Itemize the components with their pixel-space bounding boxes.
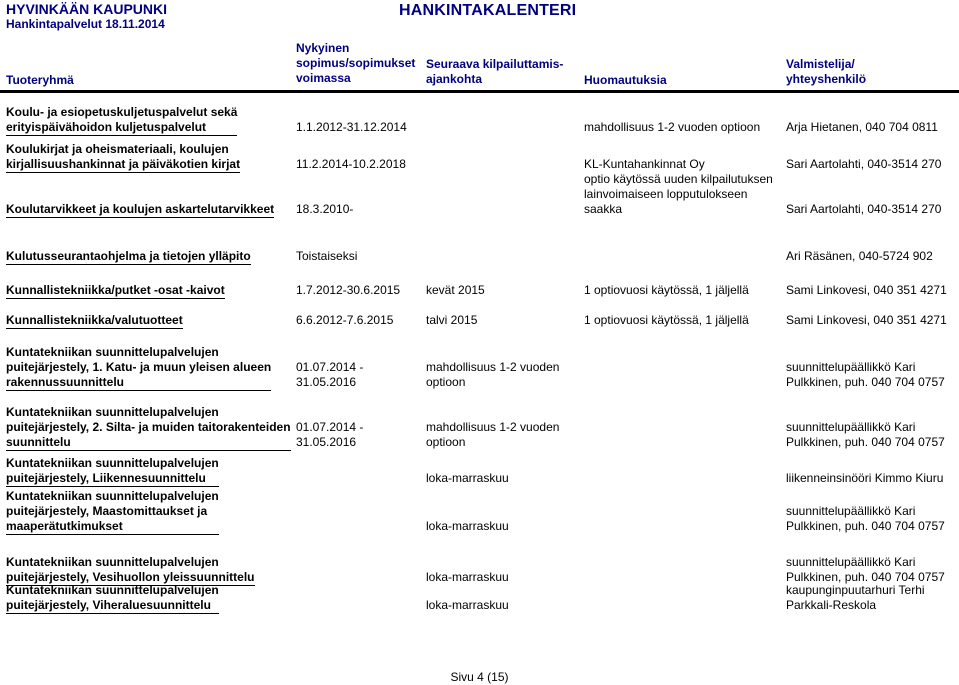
- contact-cell: kaupunginpuutarhuri Terhi Parkkali-Reskola: [786, 583, 925, 612]
- contract-cell: 11.2.2014-10.2.2018: [296, 157, 406, 171]
- contact-cell: Arja Hietanen, 040 704 0811: [786, 120, 938, 134]
- col-header-contract: Nykyinen sopimus/sopimukset voimassa: [296, 41, 416, 85]
- page-number: Sivu 4 (15): [450, 670, 509, 684]
- next-cell: talvi 2015: [426, 313, 478, 327]
- contact-cell: suunnittelupäällikkö Kari Pulkkinen, puh. 040 704 0757: [786, 555, 945, 584]
- header-subtitle: Hankintapalvelut 18.11.2014: [6, 17, 165, 31]
- notes-cell: KL-Kuntahankinnat Oy: [584, 157, 705, 171]
- group-cell: Kuntatekniikan suunnittelupalvelujen puitejärjestely, 1. Katu- ja muun yleisen alueen rakennussuunnittelu: [6, 345, 272, 389]
- next-cell: loka-marraskuu: [426, 570, 509, 584]
- contract-cell: 6.6.2012-7.6.2015: [296, 313, 394, 327]
- col-header-next: Seuraava kilpailuttamis- ajankohta: [426, 57, 564, 86]
- page-title: HANKINTAKALENTERI: [399, 2, 577, 19]
- col-header-notes: Huomautuksia: [584, 73, 667, 87]
- notes-cell: mahdollisuus 1-2 vuoden optioon: [584, 120, 761, 134]
- contract-cell: Toistaiseksi: [296, 249, 358, 263]
- contract-cell: 1.1.2012-31.12.2014: [296, 120, 407, 134]
- contact-cell: suunnittelupäällikkö Kari Pulkkinen, puh. 040 704 0757: [786, 420, 945, 449]
- contact-cell: suunnittelupäällikkö Kari Pulkkinen, puh. 040 704 0757: [786, 360, 945, 389]
- contact-cell: Sami Linkovesi, 040 351 4271: [786, 313, 947, 327]
- group-cell: Koulukirjat ja oheismateriaali, koulujen kirjallisuushankinnat ja päiväkotien kirjat: [6, 142, 241, 171]
- header-rule: [0, 90, 959, 93]
- col-header-contact: Valmistelija/ yhteyshenkilö: [786, 57, 867, 86]
- group-cell: Koulu- ja esiopetuskuljetuspalvelut sekä erityispäivähoidon kuljetuspalvelut: [6, 105, 238, 134]
- org-name: HYVINKÄÄN KAUPUNKI: [6, 1, 168, 17]
- group-cell: Kuntatekniikan suunnittelupalvelujen puitejärjestely, Maastomittaukset ja maaperätutkimukset: [6, 489, 219, 533]
- next-cell: mahdollisuus 1-2 vuoden optioon: [426, 420, 560, 449]
- group-cell: Kunnallistekniikka/valutuotteet: [6, 313, 183, 327]
- contract-cell: 18.3.2010-: [296, 202, 354, 216]
- contract-cell: 01.07.2014 - 31.05.2016: [296, 420, 364, 449]
- next-cell: loka-marraskuu: [426, 471, 509, 485]
- col-header-group: Tuoteryhmä: [6, 73, 74, 87]
- next-cell: mahdollisuus 1-2 vuoden optioon: [426, 360, 560, 389]
- contract-cell: 01.07.2014 - 31.05.2016: [296, 360, 364, 389]
- header-org-block: [6, 2, 167, 32]
- contact-cell: Ari Räsänen, 040-5724 902: [786, 249, 933, 263]
- contract-cell: 1.7.2012-30.6.2015: [296, 283, 401, 297]
- contact-cell: Sari Aartolahti, 040-3514 270: [786, 157, 942, 171]
- contact-cell: liikenneinsinööri Kimmo Kiuru: [786, 471, 944, 485]
- group-cell: Kuntatekniikan suunnittelupalvelujen puitejärjestely, Vesihuollon yleissuunnittelu: [6, 555, 255, 584]
- contact-cell: suunnittelupäällikkö Kari Pulkkinen, puh. 040 704 0757: [786, 504, 945, 533]
- next-cell: loka-marraskuu: [426, 598, 509, 612]
- next-cell: kevät 2015: [426, 283, 485, 297]
- group-cell: Kulutusseurantaohjelma ja tietojen ylläpito: [6, 249, 251, 263]
- group-cell: Koulutarvikkeet ja koulujen askartelutarvikkeet: [6, 202, 275, 216]
- notes-cell: optio käytössä uuden kilpailutuksen lainvoimaiseen lopputulokseen saakka: [584, 172, 773, 216]
- group-cell: Kunnallistekniikka/putket -osat -kaivot: [6, 283, 225, 297]
- next-cell: loka-marraskuu: [426, 519, 509, 533]
- group-cell: Kuntatekniikan suunnittelupalvelujen puitejärjestely, Viheraluesuunnittelu: [6, 583, 219, 612]
- notes-cell: 1 optiovuosi käytössä, 1 jäljellä: [584, 313, 749, 327]
- group-cell: Kuntatekniikan suunnittelupalvelujen puitejärjestely, 2. Silta- ja muiden taitorakenteiden suunnittelu: [6, 405, 291, 449]
- notes-cell: 1 optiovuosi käytössä, 1 jäljellä: [584, 283, 749, 297]
- group-cell: Kuntatekniikan suunnittelupalvelujen puitejärjestely, Liikennesuunnittelu: [6, 456, 219, 485]
- contact-cell: Sari Aartolahti, 040-3514 270: [786, 202, 942, 216]
- contact-cell: Sami Linkovesi, 040 351 4271: [786, 283, 947, 297]
